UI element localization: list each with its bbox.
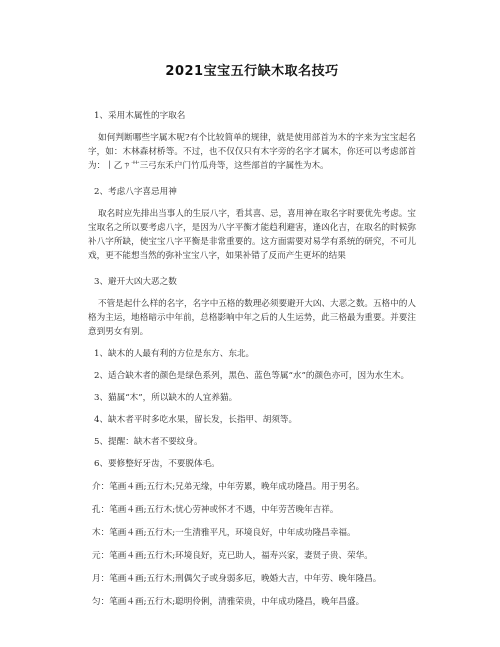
section-heading-2: 2、考虑八字喜忌用神 <box>94 187 177 197</box>
name-entry: 孔：笔画４画;五行木;忧心劳神或怀才不遇，中年劳苦晚年吉祥。 <box>92 505 339 515</box>
list-item: 5、提醒：缺木者不要纹身。 <box>94 437 203 447</box>
name-entry: 木：笔画４画;五行木;一生清雅平凡，环境良好，中年成功隆昌幸福。 <box>92 528 356 538</box>
list-item: 6、要修整好牙齿，不要脱体毛。 <box>94 459 220 469</box>
name-entry: 匀：笔画４画;五行木;聪明伶俐，清雅荣贵，中年成功隆昌，晚年昌盛。 <box>92 597 365 607</box>
section-paragraph-1: 如何判断哪些字属木呢?有个比较简单的规律，就是使用部首为木的字来为宝宝起名字，如：木林森材桥等。不过，也不仅仅只有木字旁的名字才属木，你还可以考虑部首为：丨乙ㄗ艹三弓东禾户门竹瓜舟等，这些部首的字属性为木。 <box>88 133 416 171</box>
section-paragraph-2: 取名时应先排出当事人的生辰八字，看其喜、忌，喜用神在取名字时要优先考虑。宝宝取名之所以要考虑八字，是因为八字平衡才能趋利避害，逢凶化吉，在取名的时候弥补八字所缺，使宝宝八字平衡是非常重要的。这方面需要对易学有系统的研究，不可儿戏，更不能想当然的弥补宝宝八字，如果补错了反而产生更坏的结果 <box>88 209 416 261</box>
section-paragraph-3: 不管是起什么样的名字，名字中五格的数理必须要避开大凶、大恶之数。五格中的人格为主运，地格暗示中年前，总格影响中年之后的人生运势，此三格最为重要。并要注意到男女有别。 <box>88 299 416 337</box>
document-title: 2021宝宝五行缺木取名技巧 <box>165 64 339 79</box>
list-item: 2、适合缺木者的颜色是绿色系列，黑色、蓝色等属“水”的颜色亦可，因为水生木。 <box>94 371 410 381</box>
list-item: 1、缺木的人最有利的方位是东方、东北。 <box>94 349 255 359</box>
name-entry: 元：笔画４画;五行木;环境良好，克已助人，福寿兴家，妻贤子贵、荣华。 <box>92 551 373 561</box>
name-entry: 介：笔画４画;五行木;兄弟无缘，中年劳累，晚年成功隆昌。用于男名。 <box>92 482 365 492</box>
list-item: 4、缺木者平时多吃水果，留长发，长指甲、胡须等。 <box>94 415 298 425</box>
section-heading-1: 1、采用木属性的字取名 <box>94 111 186 121</box>
document-body <box>88 109 416 609</box>
section-heading-3: 3、避开大凶大恶之数 <box>94 277 177 287</box>
list-item: 3、猫属“木”，所以缺木的人宜养猫。 <box>94 393 238 403</box>
name-entry: 月：笔画４画;五行木;刑偶欠子或身弱多厄，晚婚大吉，中年劳、晚年隆昌。 <box>92 574 382 584</box>
